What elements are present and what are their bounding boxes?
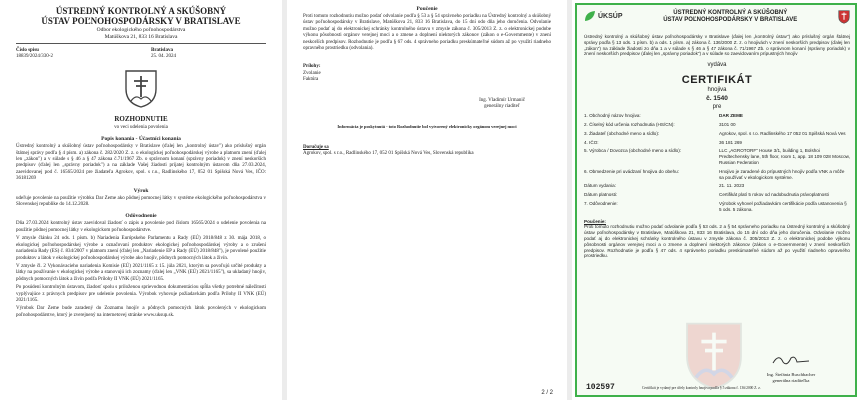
certificate-field-label: 1. Obchodný názov hnojiva: bbox=[584, 113, 641, 119]
certificate-institution-line2: ÚSTAV POĽNOHOSPODÁRSKY V BRATISLAVE bbox=[663, 17, 798, 23]
certificate-instruction-title: Poučenie: bbox=[584, 218, 606, 224]
delivered-to-address: Agrokov, spol. s r.o., Radlinského 17, 052 01 Spišská Nová Ves, Slovenská republika bbox=[303, 151, 474, 157]
reasoning-paragraph: Dňa 27.03.2024 kontrolný ústav zaevidoval žiadosť o zápis a povolenie pod číslom 16565/2024 o udelenie povolenia na použitie pôdnej pomocnej látky v ekologickom poľnohospodárstve. bbox=[16, 221, 266, 233]
certificate-field-row bbox=[584, 140, 850, 146]
certificate-field-label: 2. Číselný kód určenia rozhodnutia (HS/CN): bbox=[584, 121, 675, 127]
certificate-serial-number: 102597 bbox=[586, 383, 615, 392]
document-date: 25. 04. 2024 bbox=[151, 54, 176, 60]
uksup-logo bbox=[584, 10, 623, 22]
certificate-field-row bbox=[584, 201, 850, 213]
decision-title: ROZHODNUTIE bbox=[114, 114, 168, 123]
reasoning-paragraph: V zmysle článku 24 ods. 1 písm. b) Nariadenia Európskeho Parlamentu a Rady (EÚ) 2018/848 z 30. mája 2018, o ekologickej poľnohospodárskej výrobe a označovaní produktov ekologickej poľnohospodárskej výroby a o zrušení nariadenia Rady (ES) č. 834/2007 v platnom znení (ďalej len „Nariadenie EP a Rady (EÚ) 2018/848"), je povolené použitie produktov a látok v ekologickej poľnohospodárskej výrobe ako hnojív, pôdnych pomocných látok a živín. bbox=[16, 236, 266, 261]
certificate-field-row bbox=[584, 113, 850, 119]
certificate-field-value: Výrobok vyhovel požiadavkám certifikácie podľa ustanovenia § 5 ods. 5 zákona. bbox=[719, 200, 847, 212]
decision-subtitle: vo veci udelenia povolenia bbox=[114, 124, 168, 130]
certificate-field-label: 6. Obmedzenie pri uvádzaní hnojiva do obehu: bbox=[584, 168, 680, 174]
certificate-title: CERTIFIKÁT bbox=[681, 74, 753, 87]
certificate-field-label: Dátum platnosti: bbox=[584, 192, 618, 198]
case-number-label: Číslo spisu bbox=[16, 48, 39, 53]
certificate-footer-note: Certifikát je vydaný pre účely kontroly hnojiva podľa § 5 zákona č. 136/2000 Z. z. bbox=[642, 385, 761, 390]
certificate-field-value: Certifikát platí 5 rokov od nadobudnutia právoplatnosti bbox=[719, 192, 829, 198]
document-page-2 bbox=[287, 0, 567, 400]
institution-name-line1: ÚSTREDNÝ KONTROLNÝ A SKÚŠOBNÝ bbox=[55, 6, 227, 16]
reasoning-paragraph: V zmysle čl. 2 Vykonávacieho nariadenia Komisie (EÚ) 2021/1165 z 15. júla 2021, ktorým sa povoľujú určité produkty a látky na používanie v ekologickej výrobe a stanovujú ich zoznamy (ďalej len „VNK (EÚ) 2021/1165"), sa ukladaný hnojiv, pôdnych pomocných látok a živín podľa Prílohy II VNK (EÚ) 2021/1165. bbox=[16, 263, 266, 282]
document-meta bbox=[16, 48, 266, 61]
certificate-field-label: 7. Odôvodnenie: bbox=[584, 200, 618, 206]
signature-icon bbox=[771, 353, 811, 367]
certificate-field-row bbox=[584, 148, 850, 165]
instruction-title: Poučenie bbox=[416, 6, 438, 12]
logo-text: ÚKSÚP bbox=[598, 12, 623, 20]
attachment-item: Zvolanie bbox=[303, 70, 321, 76]
certificate-intro: Ústredný kontrolný a skúšobný ústav poľnohospodársky v Bratislave (ďalej len „kontrolný ústav") ako príslušný orgán štátnej správy podľa § 13 ods. 1 písm. b) a ods. 1 písm. a) zákona č. 136/2000 Z. z. o hnojivách v znení neskorších predpisov (ďalej len „zákon") na základe žiadosti zo dňa 1 a v súlade s § 46 a § 47 zákona č. 71/1967 Zb. o správnom konaní (správny poriadok) v znení neskorších predpisov (ďalej len „správny poriadok") a v súlade so zaevidovaním prípustných hnojív bbox=[584, 34, 850, 57]
certificate-fields bbox=[584, 113, 850, 212]
for-label: pre bbox=[712, 104, 722, 111]
reasoning-paragraph: Výrobok Dar Zeme bude zaradený do Zoznamu hnojív a pôdnych pomocných látok povolených v ekologickom poľnohospodárstve, ktorý je zverejnený na internetovej stránke www.uksup.sk. bbox=[16, 306, 266, 318]
certificate-field-label: 5. Výrobca / Dovozca (obchodné meno a sídlo): bbox=[584, 148, 682, 154]
issues-label: vydáva bbox=[707, 62, 727, 69]
certificate-field-value: DAR ZEME bbox=[719, 113, 743, 119]
certificate-number: č. 1540 bbox=[706, 95, 728, 103]
document-page-1 bbox=[0, 0, 282, 400]
institution-name-line2: ÚSTAV POĽNOHOSPODÁRSKY V BRATISLAVE bbox=[41, 16, 241, 26]
certificate-field-value: 21. 11. 2023 bbox=[719, 183, 745, 189]
attachment-item: Faktúra bbox=[303, 77, 319, 83]
institution-address: Matúškova 21, 833 16 Bratislava bbox=[104, 34, 178, 40]
certificate-page bbox=[572, 0, 860, 400]
certificate-signature-block bbox=[736, 353, 846, 384]
certificate-field-value: 3101 00 bbox=[719, 121, 736, 127]
certificate-institution-line1: ÚSTREDNÝ KONTROLNÝ A SKÚŠOBNÝ bbox=[673, 10, 788, 16]
signer-role: generálny riaditeľ bbox=[484, 104, 520, 110]
signer-name: Ing. Vladimír Urmanič bbox=[479, 97, 525, 103]
coat-of-arms-icon bbox=[124, 69, 158, 109]
place-label: Bratislava bbox=[151, 48, 173, 53]
certificate-subtitle: hnojiva bbox=[707, 87, 727, 94]
certificate-signer-name: Ing. Štefánia Buschbacher bbox=[766, 372, 816, 378]
proceedings-paragraph: Ústredný kontrolný a skúšobný ústav poľnohospodársky v Bratislave (ďalej len „kontrolný ústav") ako príslušný orgán štátnej správy podľa § 4 písm. a) zákona č. 282/2020 Z. z. o ekologickej poľnohospodárskej výrobe a platnom znení (ďalej len „zákon") a v súlade s § 46 a § 47 zákona č.71/1967 Zb. o správnom konaní (správny poriadok) v znení neskorších predpisov (ďalej len „správny poriadok") a na základe Vašej žiadosti prijatej kontrolným ústavom dňa 27.03.2024, zaevidovanej pod č. 16565/2024 pre žiadateľa Agrokov, spol. s r.o., Radlinského 17, 052 01 Spišská Nová Ves, IČO: 36181269 bbox=[16, 144, 266, 182]
department-name: Odbor ekologického poľnohospodárstva bbox=[96, 27, 186, 33]
certificate-field-value: 36 181 269 bbox=[719, 139, 742, 145]
instruction-text: Proti tomuto rozhodnutiu možno podať odvolanie podľa § 53 a § 54 správneho poriadku na Ústredný kontrolný a skúšobný ústav poľnohospodársky v Bratislave, Matúškova 21, 833 16 Bratislava, do 15 dní odo dňa jeho doručenia. Odvolanie možno podať aj do elektronickej schránky kontrolného ústavu v zmysle zákona č. 305/2013 Z. z. o elektronickej podobe výkonu pôsobnosti orgánov verejnej moci a o zmene a doplnení niektorých zákonov (zákon o e-Governmente) v znení neskorších predpisov. Rozhodnutie je podľa § 67 ods. 4 správneho poriadku preskúmateľné súdom až po využití riadneho opravného prostriedku (odvolania). bbox=[303, 14, 551, 52]
certificate-signer-role: generálna riaditeľka bbox=[772, 378, 810, 384]
certificate-field-row bbox=[584, 192, 850, 198]
certificate-field-label: 4. IČO: bbox=[584, 139, 599, 145]
proceedings-section-title: Popis konania - Účastníci konania bbox=[101, 136, 181, 143]
certificate-content bbox=[584, 10, 850, 259]
certificate-field-label: Dátum vydania: bbox=[584, 183, 616, 189]
certificate-field-row bbox=[584, 183, 850, 189]
leaf-logo-icon bbox=[584, 10, 596, 22]
delivered-to-label: Doručuje sa bbox=[303, 144, 329, 150]
certificate-field-value: Hnojivo je zaradené do prípustných hnojív podľa VNK a môže sa používať v ekologickom systéme. bbox=[719, 168, 845, 180]
verdict-text: udeľuje povolenie na použitie výrobku Dar Zeme ako pôdnej pomocnej látky v systéme ekologického poľnohospodárstva v Slovenskej republike do 14.12.2028. bbox=[16, 195, 266, 208]
reasoning-paragraph: Po posúdení kontrolným ústavom, žiadosť spolu s priloženou sprievodnou dokumentáciou spĺňa všetky potrebné náležitosti vyplývajúce z právnych predpisov pre udelenie povolenia. Výrobok vyhovuje požiadavkám podľa Prílohy II VNK (EÚ) 2021/1165. bbox=[16, 285, 266, 303]
certificate-instruction-text: Proti tomuto rozhodnutiu možno podať odvolanie podľa § 53 ods. 2 a § 54 správneho poriadku na Ústredný kontrolný a skúšobný ústav poľnohospodársky v Bratislave, Matúškova 21, 833 16 Bratislava, do 15 dní odo dňa jeho doručenia. Odvolanie možno podať aj do elektronickej schránky kontrolného ústavu v zmysle zákona č. 305/2013 Z. z. o elektronickej podobe výkonu pôsobnosti orgánov verejnej moci a o zmene a doplnení niektorých zákonov (zákon o e-Governmente) v znení neskorších predpisov. Rozhodnutie je podľa § 47 ods. 4 správneho poriadku preskúmateľné súdom až po využití riadneho opravného prostriedku. bbox=[584, 224, 850, 259]
certificate-field-row bbox=[584, 131, 850, 137]
page-number: 2 / 2 bbox=[541, 390, 553, 396]
certificate-field-label: 3. Žiadateľ (obchodné meno a sídlo): bbox=[584, 130, 660, 136]
certificate-field-row bbox=[584, 169, 850, 181]
certificate-institution bbox=[663, 10, 797, 24]
reasoning-title: Odôvodnenie bbox=[125, 213, 157, 220]
header-divider bbox=[16, 43, 266, 44]
case-number: 18839/2024/330-2 bbox=[16, 54, 53, 60]
attachments-title: Prílohy: bbox=[303, 64, 321, 70]
certificate-field-value: Agrokov, spol. s r.o. Radlinského 17 052 01 Spišská Nová Ves bbox=[719, 130, 846, 136]
certificate-header bbox=[584, 10, 850, 24]
electronic-note: Informácia je poskytnutá - toto Rozhodnutie bol vytvorený elektronicky orgánom verejnej moci bbox=[337, 124, 517, 130]
certificate-field-row bbox=[584, 122, 850, 128]
certificate-field-value: LLC „AGROTORF" House 3/1, building 1, Bolshoi Predtechensky lane, 5th floor, room 1, app. 18 109 028 Moscow, Russian Federation bbox=[719, 148, 851, 165]
verdict-title: Výrok bbox=[133, 187, 149, 194]
coat-of-arms-icon bbox=[838, 10, 850, 24]
signature-block bbox=[453, 98, 551, 111]
